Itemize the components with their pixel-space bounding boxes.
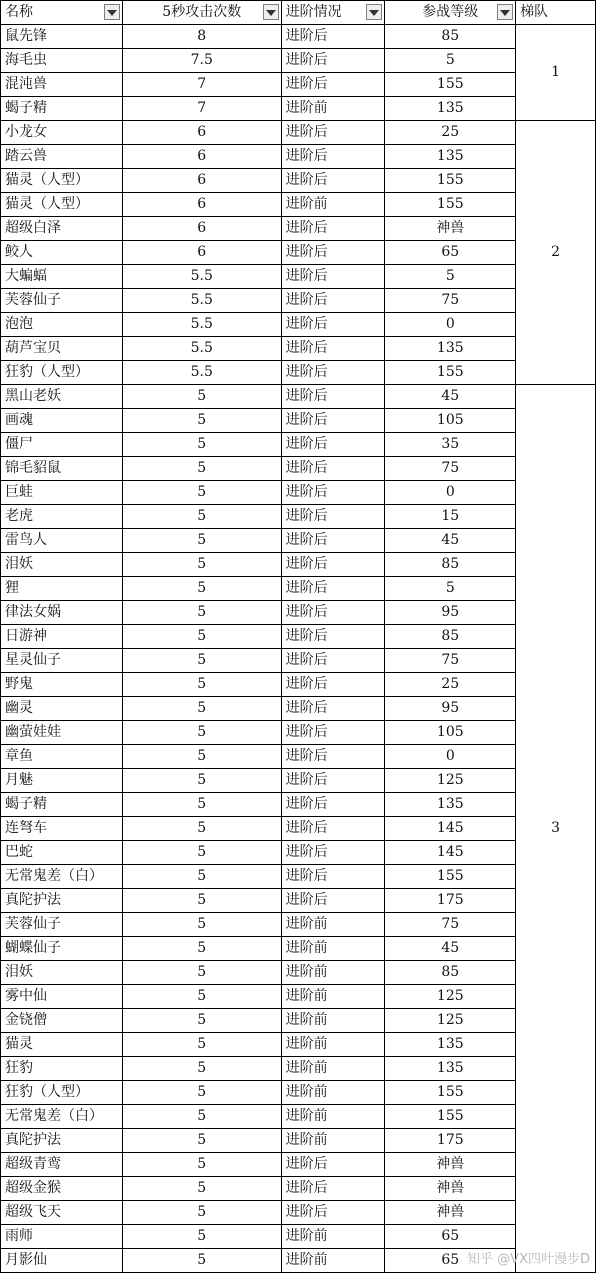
cell-attacks: 5 bbox=[122, 529, 281, 553]
cell-advance: 进阶后 bbox=[281, 793, 385, 817]
cell-attacks: 5 bbox=[122, 457, 281, 481]
cell-name: 鲛人 bbox=[1, 241, 123, 265]
cell-advance: 进阶后 bbox=[281, 625, 385, 649]
cell-advance: 进阶前 bbox=[281, 1105, 385, 1129]
cell-level: 125 bbox=[385, 769, 516, 793]
cell-advance: 进阶后 bbox=[281, 457, 385, 481]
cell-level: 5 bbox=[385, 265, 516, 289]
cell-attacks: 6 bbox=[122, 241, 281, 265]
table-row bbox=[1, 73, 596, 97]
table-row bbox=[1, 1129, 596, 1153]
table-row bbox=[1, 625, 596, 649]
cell-name: 芙蓉仙子 bbox=[1, 289, 123, 313]
cell-attacks: 5.5 bbox=[122, 289, 281, 313]
cell-name: 芙蓉仙子 bbox=[1, 913, 123, 937]
table-row bbox=[1, 193, 596, 217]
filter-dropdown-icon[interactable] bbox=[497, 4, 513, 20]
cell-advance: 进阶后 bbox=[281, 169, 385, 193]
cell-level: 45 bbox=[385, 937, 516, 961]
cell-advance: 进阶后 bbox=[281, 241, 385, 265]
cell-advance: 进阶前 bbox=[281, 985, 385, 1009]
table-row bbox=[1, 241, 596, 265]
cell-attacks: 5 bbox=[122, 505, 281, 529]
cell-tier: 2 bbox=[516, 121, 596, 385]
cell-level: 145 bbox=[385, 817, 516, 841]
table-row bbox=[1, 1057, 596, 1081]
table-row bbox=[1, 577, 596, 601]
table-row bbox=[1, 649, 596, 673]
table-row bbox=[1, 553, 596, 577]
header-level: 参战等级 bbox=[385, 1, 516, 25]
cell-advance: 进阶后 bbox=[281, 25, 385, 49]
cell-advance: 进阶后 bbox=[281, 577, 385, 601]
cell-attacks: 5 bbox=[122, 865, 281, 889]
cell-name: 锦毛貂鼠 bbox=[1, 457, 123, 481]
table-row bbox=[1, 25, 596, 49]
table-row bbox=[1, 145, 596, 169]
cell-attacks: 5 bbox=[122, 769, 281, 793]
table-row bbox=[1, 793, 596, 817]
table-row bbox=[1, 889, 596, 913]
cell-advance: 进阶前 bbox=[281, 97, 385, 121]
cell-name: 狂豹（人型） bbox=[1, 361, 123, 385]
table-row bbox=[1, 385, 596, 409]
cell-attacks: 5 bbox=[122, 625, 281, 649]
table-row bbox=[1, 1009, 596, 1033]
cell-name: 泡泡 bbox=[1, 313, 123, 337]
table-row bbox=[1, 961, 596, 985]
cell-attacks: 5 bbox=[122, 1129, 281, 1153]
cell-name: 画魂 bbox=[1, 409, 123, 433]
cell-level: 5 bbox=[385, 49, 516, 73]
cell-name: 巨蛙 bbox=[1, 481, 123, 505]
cell-level: 85 bbox=[385, 25, 516, 49]
table-row bbox=[1, 289, 596, 313]
cell-level: 45 bbox=[385, 529, 516, 553]
cell-attacks: 7.5 bbox=[122, 49, 281, 73]
table-row bbox=[1, 769, 596, 793]
cell-attacks: 6 bbox=[122, 121, 281, 145]
cell-level: 75 bbox=[385, 649, 516, 673]
cell-attacks: 5 bbox=[122, 1057, 281, 1081]
cell-level: 65 bbox=[385, 1225, 516, 1249]
cell-level: 105 bbox=[385, 721, 516, 745]
cell-advance: 进阶后 bbox=[281, 601, 385, 625]
cell-name: 雾中仙 bbox=[1, 985, 123, 1009]
cell-advance: 进阶前 bbox=[281, 1225, 385, 1249]
cell-attacks: 5 bbox=[122, 1177, 281, 1201]
cell-attacks: 5 bbox=[122, 937, 281, 961]
table-row bbox=[1, 673, 596, 697]
cell-level: 25 bbox=[385, 121, 516, 145]
cell-advance: 进阶后 bbox=[281, 721, 385, 745]
cell-name: 大蝙蝠 bbox=[1, 265, 123, 289]
cell-level: 105 bbox=[385, 409, 516, 433]
table-body bbox=[1, 25, 596, 1273]
table-row bbox=[1, 721, 596, 745]
cell-name: 狂豹（人型） bbox=[1, 1081, 123, 1105]
table-row bbox=[1, 985, 596, 1009]
table-row bbox=[1, 265, 596, 289]
cell-name: 狂豹 bbox=[1, 1057, 123, 1081]
header-advance: 进阶情况 bbox=[281, 1, 385, 25]
cell-level: 75 bbox=[385, 289, 516, 313]
cell-level: 125 bbox=[385, 985, 516, 1009]
cell-name: 雷鸟人 bbox=[1, 529, 123, 553]
cell-name: 黑山老妖 bbox=[1, 385, 123, 409]
table-row bbox=[1, 1153, 596, 1177]
cell-name: 蝎子精 bbox=[1, 97, 123, 121]
cell-attacks: 5 bbox=[122, 433, 281, 457]
table-row bbox=[1, 409, 596, 433]
watermark: 知乎 @VX四叶漫步D bbox=[467, 1252, 590, 1267]
cell-level: 135 bbox=[385, 1033, 516, 1057]
cell-advance: 进阶后 bbox=[281, 889, 385, 913]
cell-attacks: 5 bbox=[122, 577, 281, 601]
cell-name: 老虎 bbox=[1, 505, 123, 529]
cell-level: 15 bbox=[385, 505, 516, 529]
cell-advance: 进阶后 bbox=[281, 217, 385, 241]
cell-name: 蝴蝶仙子 bbox=[1, 937, 123, 961]
cell-level: 95 bbox=[385, 697, 516, 721]
cell-name: 踏云兽 bbox=[1, 145, 123, 169]
cell-level: 125 bbox=[385, 1009, 516, 1033]
cell-name: 泪妖 bbox=[1, 553, 123, 577]
table-row bbox=[1, 505, 596, 529]
cell-advance: 进阶后 bbox=[281, 433, 385, 457]
cell-level: 155 bbox=[385, 361, 516, 385]
cell-advance: 进阶后 bbox=[281, 361, 385, 385]
cell-advance: 进阶后 bbox=[281, 505, 385, 529]
cell-attacks: 5 bbox=[122, 409, 281, 433]
cell-advance: 进阶前 bbox=[281, 1057, 385, 1081]
cell-level: 155 bbox=[385, 169, 516, 193]
cell-advance: 进阶前 bbox=[281, 1249, 385, 1273]
cell-advance: 进阶后 bbox=[281, 121, 385, 145]
cell-advance: 进阶后 bbox=[281, 745, 385, 769]
cell-level: 65 bbox=[385, 241, 516, 265]
cell-advance: 进阶后 bbox=[281, 145, 385, 169]
cell-advance: 进阶后 bbox=[281, 649, 385, 673]
cell-name: 泪妖 bbox=[1, 961, 123, 985]
cell-name: 星灵仙子 bbox=[1, 649, 123, 673]
cell-name: 小龙女 bbox=[1, 121, 123, 145]
cell-name: 狸 bbox=[1, 577, 123, 601]
cell-name: 鼠先锋 bbox=[1, 25, 123, 49]
cell-advance: 进阶后 bbox=[281, 73, 385, 97]
cell-level: 神兽 bbox=[385, 1201, 516, 1225]
table-row bbox=[1, 1177, 596, 1201]
cell-attacks: 6 bbox=[122, 193, 281, 217]
cell-level: 75 bbox=[385, 457, 516, 481]
cell-attacks: 5 bbox=[122, 1153, 281, 1177]
cell-advance: 进阶前 bbox=[281, 961, 385, 985]
cell-advance: 进阶后 bbox=[281, 1201, 385, 1225]
cell-name: 葫芦宝贝 bbox=[1, 337, 123, 361]
cell-name: 日游神 bbox=[1, 625, 123, 649]
table-row bbox=[1, 1081, 596, 1105]
cell-attacks: 5 bbox=[122, 961, 281, 985]
cell-attacks: 5 bbox=[122, 673, 281, 697]
cell-level: 75 bbox=[385, 913, 516, 937]
table-row bbox=[1, 97, 596, 121]
cell-advance: 进阶后 bbox=[281, 769, 385, 793]
table-row bbox=[1, 1201, 596, 1225]
cell-name: 幽灵 bbox=[1, 697, 123, 721]
cell-advance: 进阶后 bbox=[281, 1177, 385, 1201]
cell-advance: 进阶后 bbox=[281, 817, 385, 841]
cell-name: 真陀护法 bbox=[1, 1129, 123, 1153]
cell-name: 蝎子精 bbox=[1, 793, 123, 817]
cell-attacks: 6 bbox=[122, 217, 281, 241]
cell-attacks: 5 bbox=[122, 697, 281, 721]
table-row bbox=[1, 745, 596, 769]
cell-name: 混沌兽 bbox=[1, 73, 123, 97]
table-row bbox=[1, 841, 596, 865]
cell-name: 野鬼 bbox=[1, 673, 123, 697]
cell-attacks: 5 bbox=[122, 889, 281, 913]
cell-advance: 进阶后 bbox=[281, 673, 385, 697]
table-row bbox=[1, 865, 596, 889]
table-row bbox=[1, 697, 596, 721]
cell-level: 155 bbox=[385, 1105, 516, 1129]
filter-dropdown-icon[interactable] bbox=[104, 4, 120, 20]
cell-name: 律法女娲 bbox=[1, 601, 123, 625]
cell-level: 0 bbox=[385, 313, 516, 337]
cell-name: 超级金猴 bbox=[1, 1177, 123, 1201]
cell-advance: 进阶前 bbox=[281, 1129, 385, 1153]
cell-attacks: 5 bbox=[122, 1225, 281, 1249]
cell-advance: 进阶前 bbox=[281, 193, 385, 217]
cell-name: 无常鬼差（白） bbox=[1, 865, 123, 889]
cell-level: 155 bbox=[385, 865, 516, 889]
cell-attacks: 5 bbox=[122, 481, 281, 505]
cell-advance: 进阶后 bbox=[281, 265, 385, 289]
cell-attacks: 5 bbox=[122, 817, 281, 841]
cell-name: 猫灵 bbox=[1, 1033, 123, 1057]
cell-attacks: 5 bbox=[122, 385, 281, 409]
cell-level: 135 bbox=[385, 145, 516, 169]
cell-advance: 进阶后 bbox=[281, 385, 385, 409]
cell-level: 155 bbox=[385, 193, 516, 217]
cell-attacks: 6 bbox=[122, 145, 281, 169]
cell-name: 无常鬼差（白） bbox=[1, 1105, 123, 1129]
cell-level: 5 bbox=[385, 577, 516, 601]
cell-name: 章鱼 bbox=[1, 745, 123, 769]
cell-attacks: 5 bbox=[122, 1033, 281, 1057]
cell-name: 海毛虫 bbox=[1, 49, 123, 73]
cell-level: 35 bbox=[385, 433, 516, 457]
cell-level: 85 bbox=[385, 553, 516, 577]
cell-level: 神兽 bbox=[385, 217, 516, 241]
cell-attacks: 5 bbox=[122, 841, 281, 865]
cell-tier: 1 bbox=[516, 25, 596, 121]
table-row bbox=[1, 1225, 596, 1249]
cell-attacks: 6 bbox=[122, 169, 281, 193]
cell-level: 45 bbox=[385, 385, 516, 409]
table-row bbox=[1, 937, 596, 961]
cell-level: 145 bbox=[385, 841, 516, 865]
cell-advance: 进阶后 bbox=[281, 49, 385, 73]
header-attacks: 5秒攻击次数 bbox=[122, 1, 281, 25]
cell-attacks: 5 bbox=[122, 745, 281, 769]
cell-attacks: 7 bbox=[122, 73, 281, 97]
table-row bbox=[1, 313, 596, 337]
cell-attacks: 5 bbox=[122, 721, 281, 745]
cell-level: 175 bbox=[385, 889, 516, 913]
cell-level: 25 bbox=[385, 673, 516, 697]
cell-attacks: 5 bbox=[122, 985, 281, 1009]
cell-level: 85 bbox=[385, 625, 516, 649]
cell-level: 65 bbox=[385, 1249, 516, 1273]
cell-level: 155 bbox=[385, 1081, 516, 1105]
cell-name: 巴蛇 bbox=[1, 841, 123, 865]
cell-name: 超级青鸾 bbox=[1, 1153, 123, 1177]
cell-advance: 进阶后 bbox=[281, 865, 385, 889]
header-tier: 梯队 bbox=[516, 1, 596, 25]
table-row bbox=[1, 529, 596, 553]
cell-attacks: 5 bbox=[122, 913, 281, 937]
cell-name: 月魅 bbox=[1, 769, 123, 793]
cell-advance: 进阶后 bbox=[281, 481, 385, 505]
cell-attacks: 5 bbox=[122, 553, 281, 577]
cell-name: 超级飞天 bbox=[1, 1201, 123, 1225]
cell-advance: 进阶后 bbox=[281, 289, 385, 313]
cell-attacks: 5 bbox=[122, 601, 281, 625]
table-row bbox=[1, 361, 596, 385]
table-row bbox=[1, 1105, 596, 1129]
cell-name: 月影仙 bbox=[1, 1249, 123, 1273]
cell-advance: 进阶后 bbox=[281, 313, 385, 337]
cell-level: 135 bbox=[385, 337, 516, 361]
cell-advance: 进阶后 bbox=[281, 697, 385, 721]
cell-level: 175 bbox=[385, 1129, 516, 1153]
cell-advance: 进阶后 bbox=[281, 409, 385, 433]
cell-name: 僵尸 bbox=[1, 433, 123, 457]
cell-name: 超级白泽 bbox=[1, 217, 123, 241]
cell-advance: 进阶后 bbox=[281, 553, 385, 577]
cell-attacks: 8 bbox=[122, 25, 281, 49]
table-row bbox=[1, 433, 596, 457]
cell-name: 真陀护法 bbox=[1, 889, 123, 913]
cell-advance: 进阶前 bbox=[281, 1033, 385, 1057]
cell-level: 0 bbox=[385, 745, 516, 769]
cell-name: 金铙僧 bbox=[1, 1009, 123, 1033]
table-row bbox=[1, 49, 596, 73]
cell-advance: 进阶前 bbox=[281, 1081, 385, 1105]
filter-dropdown-icon[interactable] bbox=[263, 4, 279, 20]
cell-attacks: 5 bbox=[122, 1201, 281, 1225]
table-row bbox=[1, 217, 596, 241]
table-row bbox=[1, 1033, 596, 1057]
table-row bbox=[1, 337, 596, 361]
cell-attacks: 5 bbox=[122, 1105, 281, 1129]
cell-attacks: 5.5 bbox=[122, 361, 281, 385]
cell-name: 猫灵（人型） bbox=[1, 169, 123, 193]
cell-tier: 3 bbox=[516, 385, 596, 1273]
table-row bbox=[1, 481, 596, 505]
table-row bbox=[1, 817, 596, 841]
cell-level: 155 bbox=[385, 73, 516, 97]
header-name: 名称 bbox=[1, 1, 123, 25]
cell-level: 95 bbox=[385, 601, 516, 625]
cell-attacks: 5 bbox=[122, 793, 281, 817]
table-row bbox=[1, 121, 596, 145]
cell-advance: 进阶后 bbox=[281, 841, 385, 865]
cell-advance: 进阶前 bbox=[281, 1009, 385, 1033]
cell-attacks: 5.5 bbox=[122, 313, 281, 337]
cell-level: 135 bbox=[385, 1057, 516, 1081]
cell-attacks: 5 bbox=[122, 1081, 281, 1105]
cell-name: 雨师 bbox=[1, 1225, 123, 1249]
cell-level: 神兽 bbox=[385, 1177, 516, 1201]
cell-attacks: 5 bbox=[122, 1249, 281, 1273]
cell-advance: 进阶后 bbox=[281, 529, 385, 553]
cell-name: 幽萤娃娃 bbox=[1, 721, 123, 745]
cell-level: 135 bbox=[385, 97, 516, 121]
table-row bbox=[1, 601, 596, 625]
table-row bbox=[1, 169, 596, 193]
cell-level: 神兽 bbox=[385, 1153, 516, 1177]
cell-level: 85 bbox=[385, 961, 516, 985]
cell-level: 0 bbox=[385, 481, 516, 505]
table-row bbox=[1, 913, 596, 937]
cell-attacks: 5.5 bbox=[122, 265, 281, 289]
cell-name: 连弩车 bbox=[1, 817, 123, 841]
cell-advance: 进阶前 bbox=[281, 913, 385, 937]
filter-dropdown-icon[interactable] bbox=[366, 4, 382, 20]
cell-advance: 进阶后 bbox=[281, 1153, 385, 1177]
cell-attacks: 5 bbox=[122, 1009, 281, 1033]
cell-attacks: 7 bbox=[122, 97, 281, 121]
cell-name: 猫灵（人型） bbox=[1, 193, 123, 217]
cell-level: 135 bbox=[385, 793, 516, 817]
cell-advance: 进阶后 bbox=[281, 337, 385, 361]
cell-advance: 进阶前 bbox=[281, 937, 385, 961]
table-header bbox=[1, 1, 596, 25]
cell-attacks: 5 bbox=[122, 649, 281, 673]
table-row bbox=[1, 457, 596, 481]
cell-attacks: 5.5 bbox=[122, 337, 281, 361]
